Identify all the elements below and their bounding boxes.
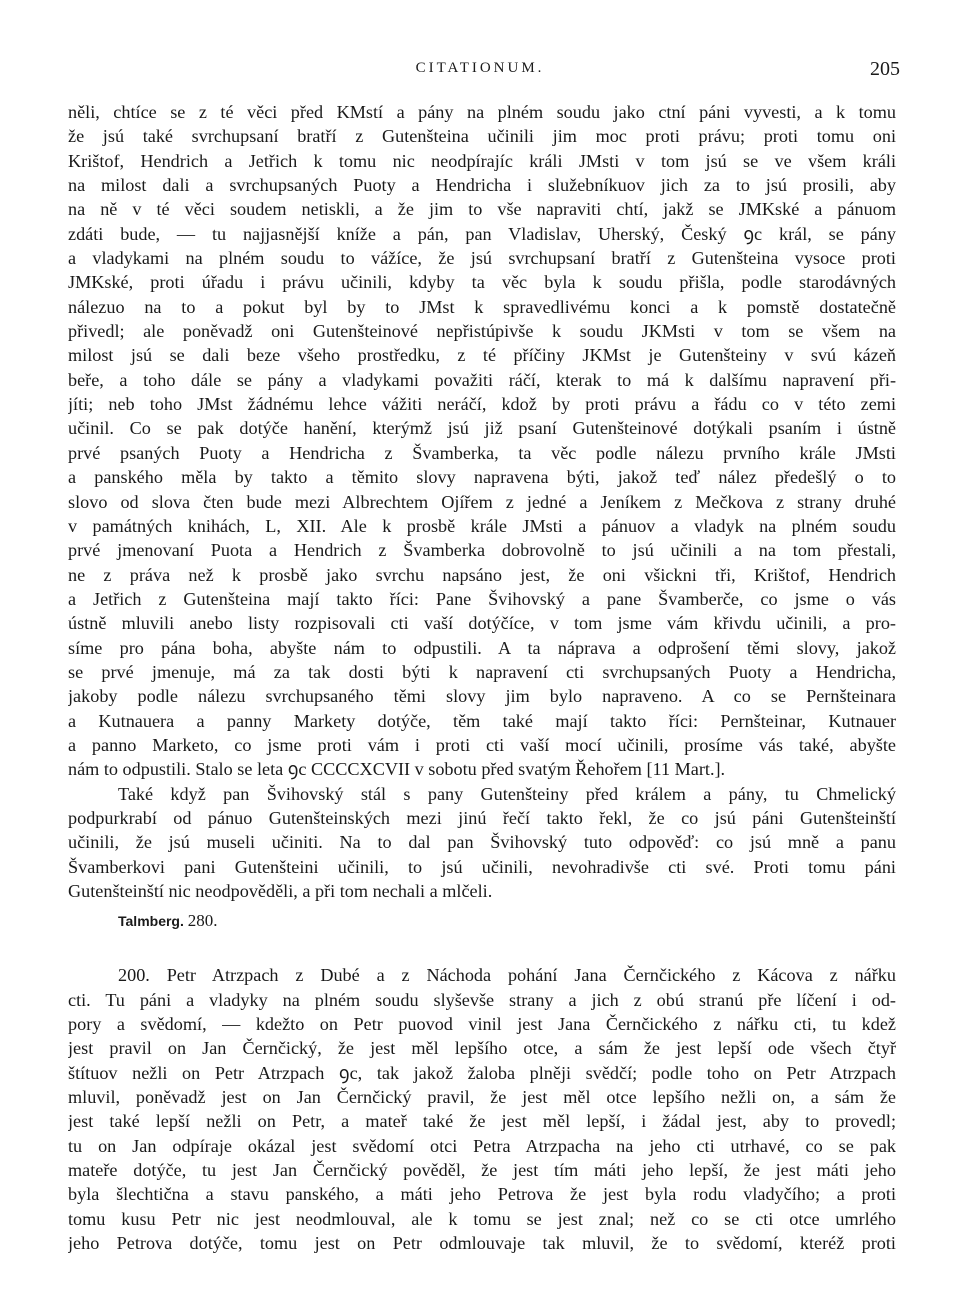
text-line: jest také lepší nežli on Petr, a mateř také že jest měl lepší, i žádal jest, aby to provedl;	[68, 1111, 896, 1132]
text-line: podpurkrabí od pánuo Gutenšteinských mezi jinú řečí takto řekl, že co jsú páni Gutenšteinští	[68, 807, 896, 828]
text-line: pory a svědomí, — kdežto on Petr puovod vinil jest Jana Černčického z nářku cti, tu kdež	[68, 1014, 896, 1035]
source-citation	[68, 909, 896, 933]
text-line: a Kutnauera a panny Markety dotýče, těm také mají takto říci: Pernšteinar, Kutnauer	[68, 710, 896, 731]
text-line: ústně mluvili anebo listy rozpisovali cti vaší dotýčíce, v tom jsme vám křivdu učinili, a pro-	[68, 613, 896, 634]
text-line: učinil. Co se pak dotýče hanění, kterýmž jsú již psaní Gutenšteinové dotýkali psaním i ústně	[68, 418, 896, 439]
text-line: mluvil, poněvadž jest on Jan Černčický pravil, že jest měl otce lepšího nežli on, a sám že	[68, 1087, 896, 1108]
text-line: mateře dotýče, tu jest Jan Černčický pověděl, že jest tím máti jeho lepší, že jest máti jeho	[68, 1160, 896, 1181]
paragraph-3	[68, 963, 896, 1255]
text-line: jíti; neb toho JMst žádnému lehce vážiti neráčí, kdož by proti právu a řádu co v této zemi	[68, 394, 896, 415]
section-gap	[68, 933, 896, 963]
text-line: a Jetřich z Gutenšteina mají takto říci: Pane Švihovský a pane Švamberče, co jsme o vás	[68, 588, 896, 609]
running-title: CITATIONUM.	[415, 60, 545, 76]
text-line: ne z práva než k prosbě jako svrchu napsáno jest, že oni všickni tři, Krištof, Hendrich	[68, 564, 896, 585]
text-line: Také když pan Švihovský stál s pany Gutenšteiny před králem a pány, tu Chmelický	[118, 783, 896, 804]
text-line: nálezuo na to a pokut byl by to JMst k spravedlivému konci a k pomstě dostatečně	[68, 296, 896, 317]
text-line: jest pravil on Jan Černčický, že jest měl lepšího otce, a sám že jest lepší ode všech čtyř	[68, 1038, 896, 1059]
text-line: prvé jmenovaní Puota a Hendrich z Švamberka dobrovolně to jsú učinili a na tom přestali,	[68, 540, 896, 561]
text-line: jakoby podle nálezu svrchupsaného těmi slovy jim bylo napraveno. A co se Pernšteinara	[68, 686, 896, 707]
text-line: v památných knihách, L, XII. Ale k prosbě krále JMsti a pánuov a vladyk na plném soudu	[68, 515, 896, 536]
text-line: byla šlechtična a stavu panského, a máti jeho Petrova že jest byla rodu vladyčího; a proti	[68, 1184, 896, 1205]
text-line: štítuov nežli on Petr Atrzpach ꝯc, tak jakož žaloba plněji svědčí; podle toho on Petr Atrzpach	[68, 1062, 896, 1083]
text-line: že jsú také svrchupsaní bratří z Gutenšteina učinili jim moc proti právu; proti tomu oni	[68, 126, 896, 147]
text-line: se prvé jmenuje, má za tak dosti býti k napravení cti svrchupsaných Puoty a Hendricha,	[68, 661, 896, 682]
source-number: 280.	[187, 911, 218, 931]
text-line: něli, chtíce se z té věci před KMstí a pány na plném soudu jako ctní páni vyvesti, a k tomu	[68, 102, 896, 122]
text-line: jeho Petrova dotýče, tomu jest on Petr odmlouvaje tak mluvil, že to svědomí, kteréž proti	[68, 1233, 896, 1254]
text-line: přivedl; ale poněvadž oni Gutenšteinové nepřistúpivše k soudu JKMsti v tom se všem na	[68, 321, 896, 342]
text-line: síme pro pána boha, abyšte nám to odpustili. A ta náprava a odprošení těmi slovy, jakož	[68, 637, 896, 658]
text-line: učinili, že jsú museli učiniti. Na to dal pan Švihovský tuto odpověď: co jsú mně a panu	[68, 832, 896, 853]
text-line: Švamberkovi pani Gutenšteini učinili, to jsú učinili, nevohradivše cti své. Proti tomu páni	[68, 856, 896, 877]
text-line: tu on Jan odpíraje okázal jest svědomí otci Petra Atrzpacha na jeho cti utrhavé, co se pak	[68, 1135, 896, 1156]
text-line: a panského měla by takto a těmito slovy napravena býti, jakož teď nález předešlý o to	[68, 467, 896, 488]
paragraph-2	[68, 782, 896, 904]
text-line: a panno Marketo, co jsme proti vám i proti cti vaší mocí učinili, prosíme vás také, abyšte	[68, 734, 896, 755]
text-line: zdáti bude, — tu najjasnější kníže a pán, pan Vladislav, Uherský, Český ꝯc král, se pány	[68, 223, 896, 244]
text-line: nám to odpustili. Stalo se leta ꝯc CCCCXCVII v sobotu před svatým Řehořem [11 Mart.].	[68, 759, 726, 780]
text-line: tomu kusu Petr nic jest neodmlouval, ale k tomu se jest znal; než co se cti otce umrlého	[68, 1208, 896, 1229]
source-label: Talmberg.	[118, 913, 184, 930]
text-line: na ně v té věci soudem netiskli, a že jim to vše napraviti chtí, jakž se JMKské a pánuom	[68, 199, 896, 220]
paragraph-1	[68, 100, 896, 782]
text-line: cti. Tu páni a vladyky na plném soudu slyševše strany a jich z obú stranú pře líčení i od-	[68, 989, 896, 1010]
text-line: slovo od slova čten bude mezi Albrechtem Ojířem z jedné a Jeníkem z Mečkova z strany druhé	[68, 491, 896, 512]
text-line: milost jsú se dali beze všeho prostředku, z té příčiny JKMst je Gutenšteiny v svú kázeň	[68, 345, 896, 366]
text-line: a vladykami na plném soudu to vážíce, že jsú svrchupsaní bratří z Gutenšteina vysoce proti	[68, 248, 896, 269]
text-line: na milost dali a svrchupsaných Puoty a Hendricha i služebníkuov jich za to jsú prosili, aby	[68, 175, 896, 196]
page-body	[68, 100, 896, 1255]
text-line: JMKské, proti úřadu i právu učinili, kdyby ta věc byla k soudu přišla, podle starodávných	[68, 272, 896, 293]
text-line: prvé psaných Puoty a Hendricha z Švamberka, ta věc podle nálezu prvního krále JMsti	[68, 442, 896, 463]
text-line: Gutenšteinští nic neodpověděli, a při tom nechali a mlčeli.	[68, 881, 493, 901]
text-line: 200. Petr Atrzpach z Dubé a z Náchoda pohání Jana Černčického z Kácova z nářku	[118, 965, 896, 986]
page-number: 205	[870, 58, 900, 80]
text-line: Krištof, Hendrich a Jetřich k tomu nic neodpírajíc králi JMsti v tom jsú se ve všem králi	[68, 150, 896, 171]
text-line: beře, a toho dále se pány a vladykami považiti ráčí, kterak to má k dalšímu napravení při-	[68, 369, 896, 390]
